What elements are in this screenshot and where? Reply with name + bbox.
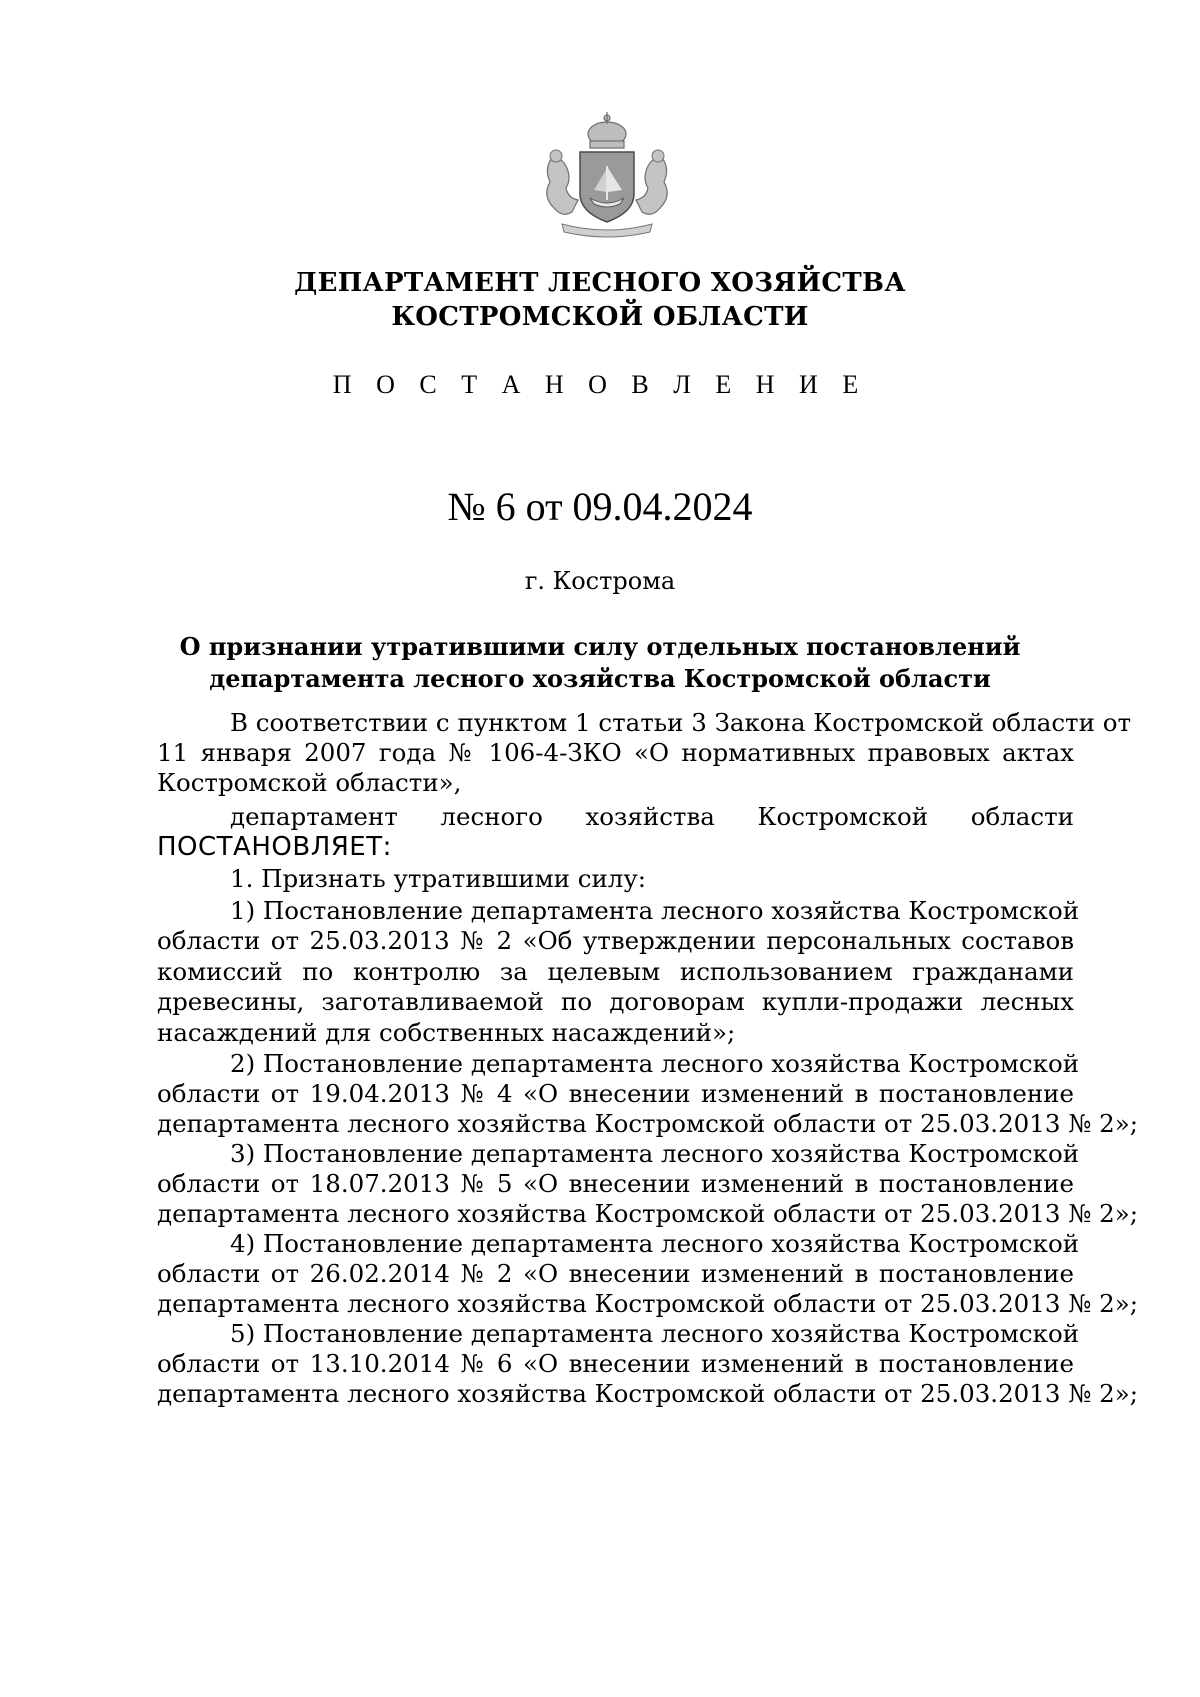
- body-line: 4) Постановление департамента лесного хозяйства Костромской: [230, 1229, 1080, 1258]
- body-line-resolves: ПОСТАНОВЛЯЕТ:: [157, 832, 392, 862]
- document-city: г. Кострома: [524, 567, 676, 595]
- body-line: древесины, заготавливаемой по договорам купли-продажи лесных: [157, 987, 1074, 1016]
- body-line: В соответствии с пунктом 1 статьи 3 Закона Костромской области от: [230, 708, 1132, 737]
- document-title-line2: департамента лесного хозяйства Костромской области: [209, 664, 991, 693]
- body-line: области от 26.02.2014 № 2 «О внесении изменений в постановление: [157, 1259, 1074, 1288]
- body-line: 1) Постановление департамента лесного хозяйства Костромской: [230, 896, 1080, 925]
- department-name-line2: КОСТРОМСКОЙ ОБЛАСТИ: [391, 302, 809, 332]
- body-line: департамента лесного хозяйства Костромской области от 25.03.2013 № 2»;: [157, 1379, 1139, 1408]
- body-line: департамента лесного хозяйства Костромской области от 25.03.2013 № 2»;: [157, 1109, 1139, 1138]
- body-line: области от 25.03.2013 № 2 «Об утверждении персональных составов: [157, 926, 1074, 955]
- body-line: области от 13.10.2014 № 6 «О внесении изменений в постановление: [157, 1349, 1074, 1378]
- body-line: насаждений для собственных насаждений»;: [157, 1018, 736, 1047]
- document-title-line1: О признании утратившими силу отдельных постановлений: [179, 632, 1021, 661]
- body-line: департамента лесного хозяйства Костромской области от 25.03.2013 № 2»;: [157, 1289, 1139, 1318]
- body-line: 5) Постановление департамента лесного хозяйства Костромской: [230, 1319, 1080, 1348]
- document-type: П О С Т А Н О В Л Е Н И Е: [332, 370, 868, 399]
- body-line: 1. Признать утратившими силу:: [230, 864, 647, 893]
- department-name-line1: ДЕПАРТАМЕНТ ЛЕСНОГО ХОЗЯЙСТВА: [294, 268, 906, 298]
- body-line: департамент лесного хозяйства Костромской области: [230, 802, 1074, 831]
- body-line: 3) Постановление департамента лесного хозяйства Костромской: [230, 1139, 1080, 1168]
- document-number: № 6 от 09.04.2024: [447, 484, 753, 529]
- body-line: 11 января 2007 года № 106-4-ЗКО «О нормативных правовых актах: [157, 738, 1074, 767]
- body-line: области от 18.07.2013 № 5 «О внесении изменений в постановление: [157, 1169, 1074, 1198]
- body-line: комиссий по контролю за целевым использованием гражданами: [157, 957, 1074, 986]
- body-line: департамента лесного хозяйства Костромской области от 25.03.2013 № 2»;: [157, 1199, 1139, 1228]
- kostroma-coat-of-arms-icon: [532, 108, 682, 240]
- body-line: области от 19.04.2013 № 4 «О внесении изменений в постановление: [157, 1079, 1074, 1108]
- body-line: Костромской области»,: [157, 768, 462, 797]
- body-line: 2) Постановление департамента лесного хозяйства Костромской: [230, 1049, 1080, 1078]
